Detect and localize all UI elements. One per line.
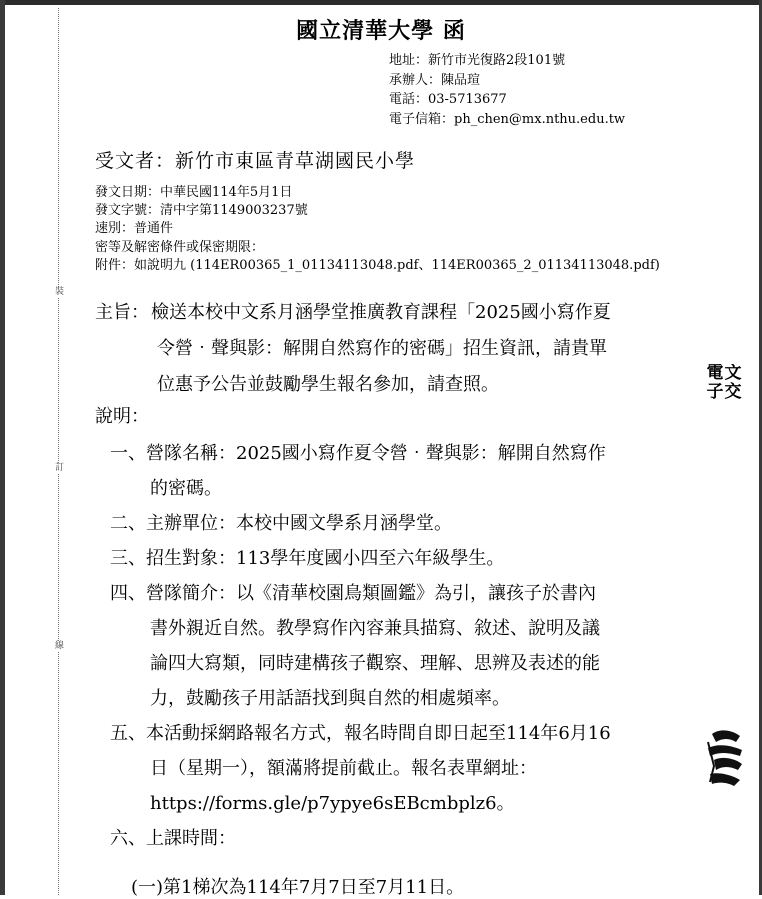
sender-phone: 電話：03-5713677	[389, 92, 507, 107]
subject-line: 令營‧聲與影：解開自然寫作的密碼」招生資訊，請貴單	[157, 338, 607, 359]
subject-lead: 主旨：	[95, 302, 149, 323]
stamp-text-overlay	[706, 364, 742, 422]
delivery-speed: 速別：普通件	[95, 221, 174, 237]
explanation-line: 一、營隊名稱：2025國小寫作夏令營‧聲與影：解開自然寫作	[110, 443, 606, 464]
explanation-line: 三、招生對象：113學年度國小四至六年級學生。	[110, 548, 505, 569]
subject-block	[95, 295, 611, 403]
registration-url: https://forms.gle/p7ypye6sEBcmbplz6。	[150, 793, 515, 814]
explanation-line: 力，鼓勵孩子用話語找到與自然的相處頻率。	[150, 688, 510, 709]
explanation-item	[110, 821, 611, 856]
sender-address: 地址：新竹市光復路2段101號	[389, 53, 566, 68]
explanation-item	[110, 716, 611, 821]
explanation-line: 書外親近自然。教學寫作內容兼具描寫、敘述、說明及議	[150, 618, 600, 639]
explanation-label: 說明：	[95, 406, 149, 427]
subject-line: 位惠予公告並鼓勵學生報名參加，請查照。	[157, 374, 499, 395]
document-title: 國立清華大學 函	[296, 18, 466, 44]
document-number: 發文字號：清中字第1149003237號	[95, 203, 308, 219]
window-top-border	[0, 0, 762, 5]
issue-date: 發文日期：中華民國114年5月1日	[95, 185, 293, 200]
sender-contact-person: 承辦人：陳品瑄	[389, 72, 481, 88]
explanation-line: 論四大寫類，同時建構孩子觀察、理解、思辨及表述的能	[150, 653, 600, 674]
seal-fragment-icon	[706, 726, 744, 788]
explanation-line: 的密碼。	[150, 478, 222, 499]
explanation-line: 五、本活動採網路報名方式，報名時間自即日起至114年6月16	[110, 723, 611, 744]
stamp-char: 文	[724, 364, 742, 383]
explanation-item	[110, 506, 611, 541]
explanation-line: 二、主辦單位：本校中國文學系月涵學堂。	[110, 513, 452, 534]
schedule-sub-item: (一)第1梯次為114年7月7日至7月11日。	[131, 877, 465, 898]
binding-mark-ding: 訂	[55, 463, 65, 473]
recipient-line: 受文者：新竹市東區青草湖國民小學	[95, 150, 416, 172]
binding-mark-xian: 線	[55, 641, 65, 651]
attachments-line: 附件：如說明九 (114ER00365_1_01134113048.pdf、114ER00365_2_01134113048.pdf)	[95, 257, 660, 273]
document-meta-block	[95, 184, 660, 275]
explanation-line: 日（星期一），額滿將提前截止。報名表單網址：	[150, 758, 537, 779]
binding-line	[58, 8, 59, 895]
subject-line: 檢送本校中文系月涵學堂推廣教育課程「2025國小寫作夏	[151, 302, 611, 323]
stamp-char: 電	[706, 364, 724, 383]
sender-email: 電子信箱：ph_chen@mx.nthu.edu.tw	[389, 111, 626, 127]
explanation-line: 六、上課時間：	[110, 828, 236, 849]
window-left-border	[0, 0, 5, 895]
sender-contact-block	[389, 51, 625, 129]
explanation-item	[110, 541, 611, 576]
explanation-line: 四、營隊簡介：以《清華校園鳥類圖鑑》為引，讓孩子於書內	[110, 583, 596, 604]
stamp-char: 交	[724, 382, 742, 402]
classification-line: 密等及解密條件或保密期限：	[95, 239, 265, 255]
binding-mark-zhuang: 裝	[55, 287, 65, 297]
stamp-char: 子	[706, 382, 724, 402]
explanation-list	[110, 436, 611, 856]
explanation-item	[110, 436, 611, 506]
explanation-item	[110, 576, 611, 716]
